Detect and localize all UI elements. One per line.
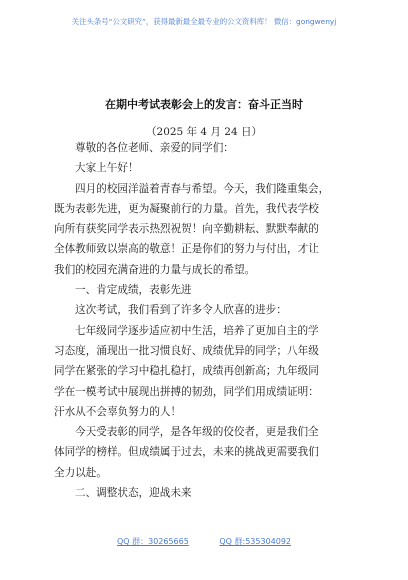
- footer: [0, 536, 408, 547]
- paragraph-line: 同学在紧张的学习中稳扎稳打，成绩再创新高；九年级同: [54, 365, 319, 378]
- paragraph-line: 习态度，涌现出一批习惯良好、成绩优异的同学；八年级: [54, 344, 319, 357]
- salutation: 尊敬的各位老师、亲爱的同学们：: [75, 142, 234, 154]
- paragraph-line: 既为表彰先进，更为凝聚前行的力量。首先，我代表学校: [54, 202, 319, 215]
- document-body: [54, 138, 374, 503]
- paragraph-line: 今天受表彰的同学，是各年级的佼佼者，更是我们全: [75, 426, 319, 439]
- paragraph-line: 这次考试，我们看到了许多令人欣喜的进步：: [75, 304, 287, 317]
- footer-qq-group-2: QQ 群:535304092: [219, 537, 292, 546]
- greeting: 大家上午好！: [75, 162, 139, 175]
- paragraph-line: 学在一模考试中展现出拼搏的韧劲，同学们用成绩证明：: [54, 385, 319, 398]
- footer-qq-group-1: QQ 群：30265665: [116, 537, 189, 546]
- paragraph-line: 四月的校园洋溢着青春与希望。今天，我们隆重集会，: [75, 182, 330, 195]
- paragraph-line: 七年级同学逐步适应初中生活，培养了更加自主的学: [75, 324, 319, 337]
- top-banner: 关注头条号“公文研究”，获得最新最全最专业的公文资料库！ 微信：gongwenyj: [71, 17, 337, 26]
- section-heading-2: 二、调整状态，迎战未来: [75, 487, 192, 500]
- paragraph-line: 全体教师致以崇高的敬意！正是你们的努力与付出，才让: [54, 243, 319, 256]
- paragraph-line: 汗水从不会辜负努力的人！: [54, 405, 182, 418]
- paragraph-line: 全力以赴。: [54, 466, 107, 479]
- paragraph-line: 向所有获奖同学表示热烈祝贺！向辛勤耕耘、默默奉献的: [54, 223, 319, 236]
- section-heading-1: 一、肯定成绩，表彰先进: [75, 284, 192, 297]
- document-date: （2025 年 4 月 24 日）: [146, 126, 262, 138]
- paragraph-line: 体同学的榜样。但成绩属于过去，未来的挑战更需要我们: [54, 446, 319, 459]
- document-title: 在期中考试表彰会上的发言：奋斗正当时: [105, 98, 303, 111]
- paragraph-line: 我们的校园充满奋进的力量与成长的希望。: [54, 263, 256, 276]
